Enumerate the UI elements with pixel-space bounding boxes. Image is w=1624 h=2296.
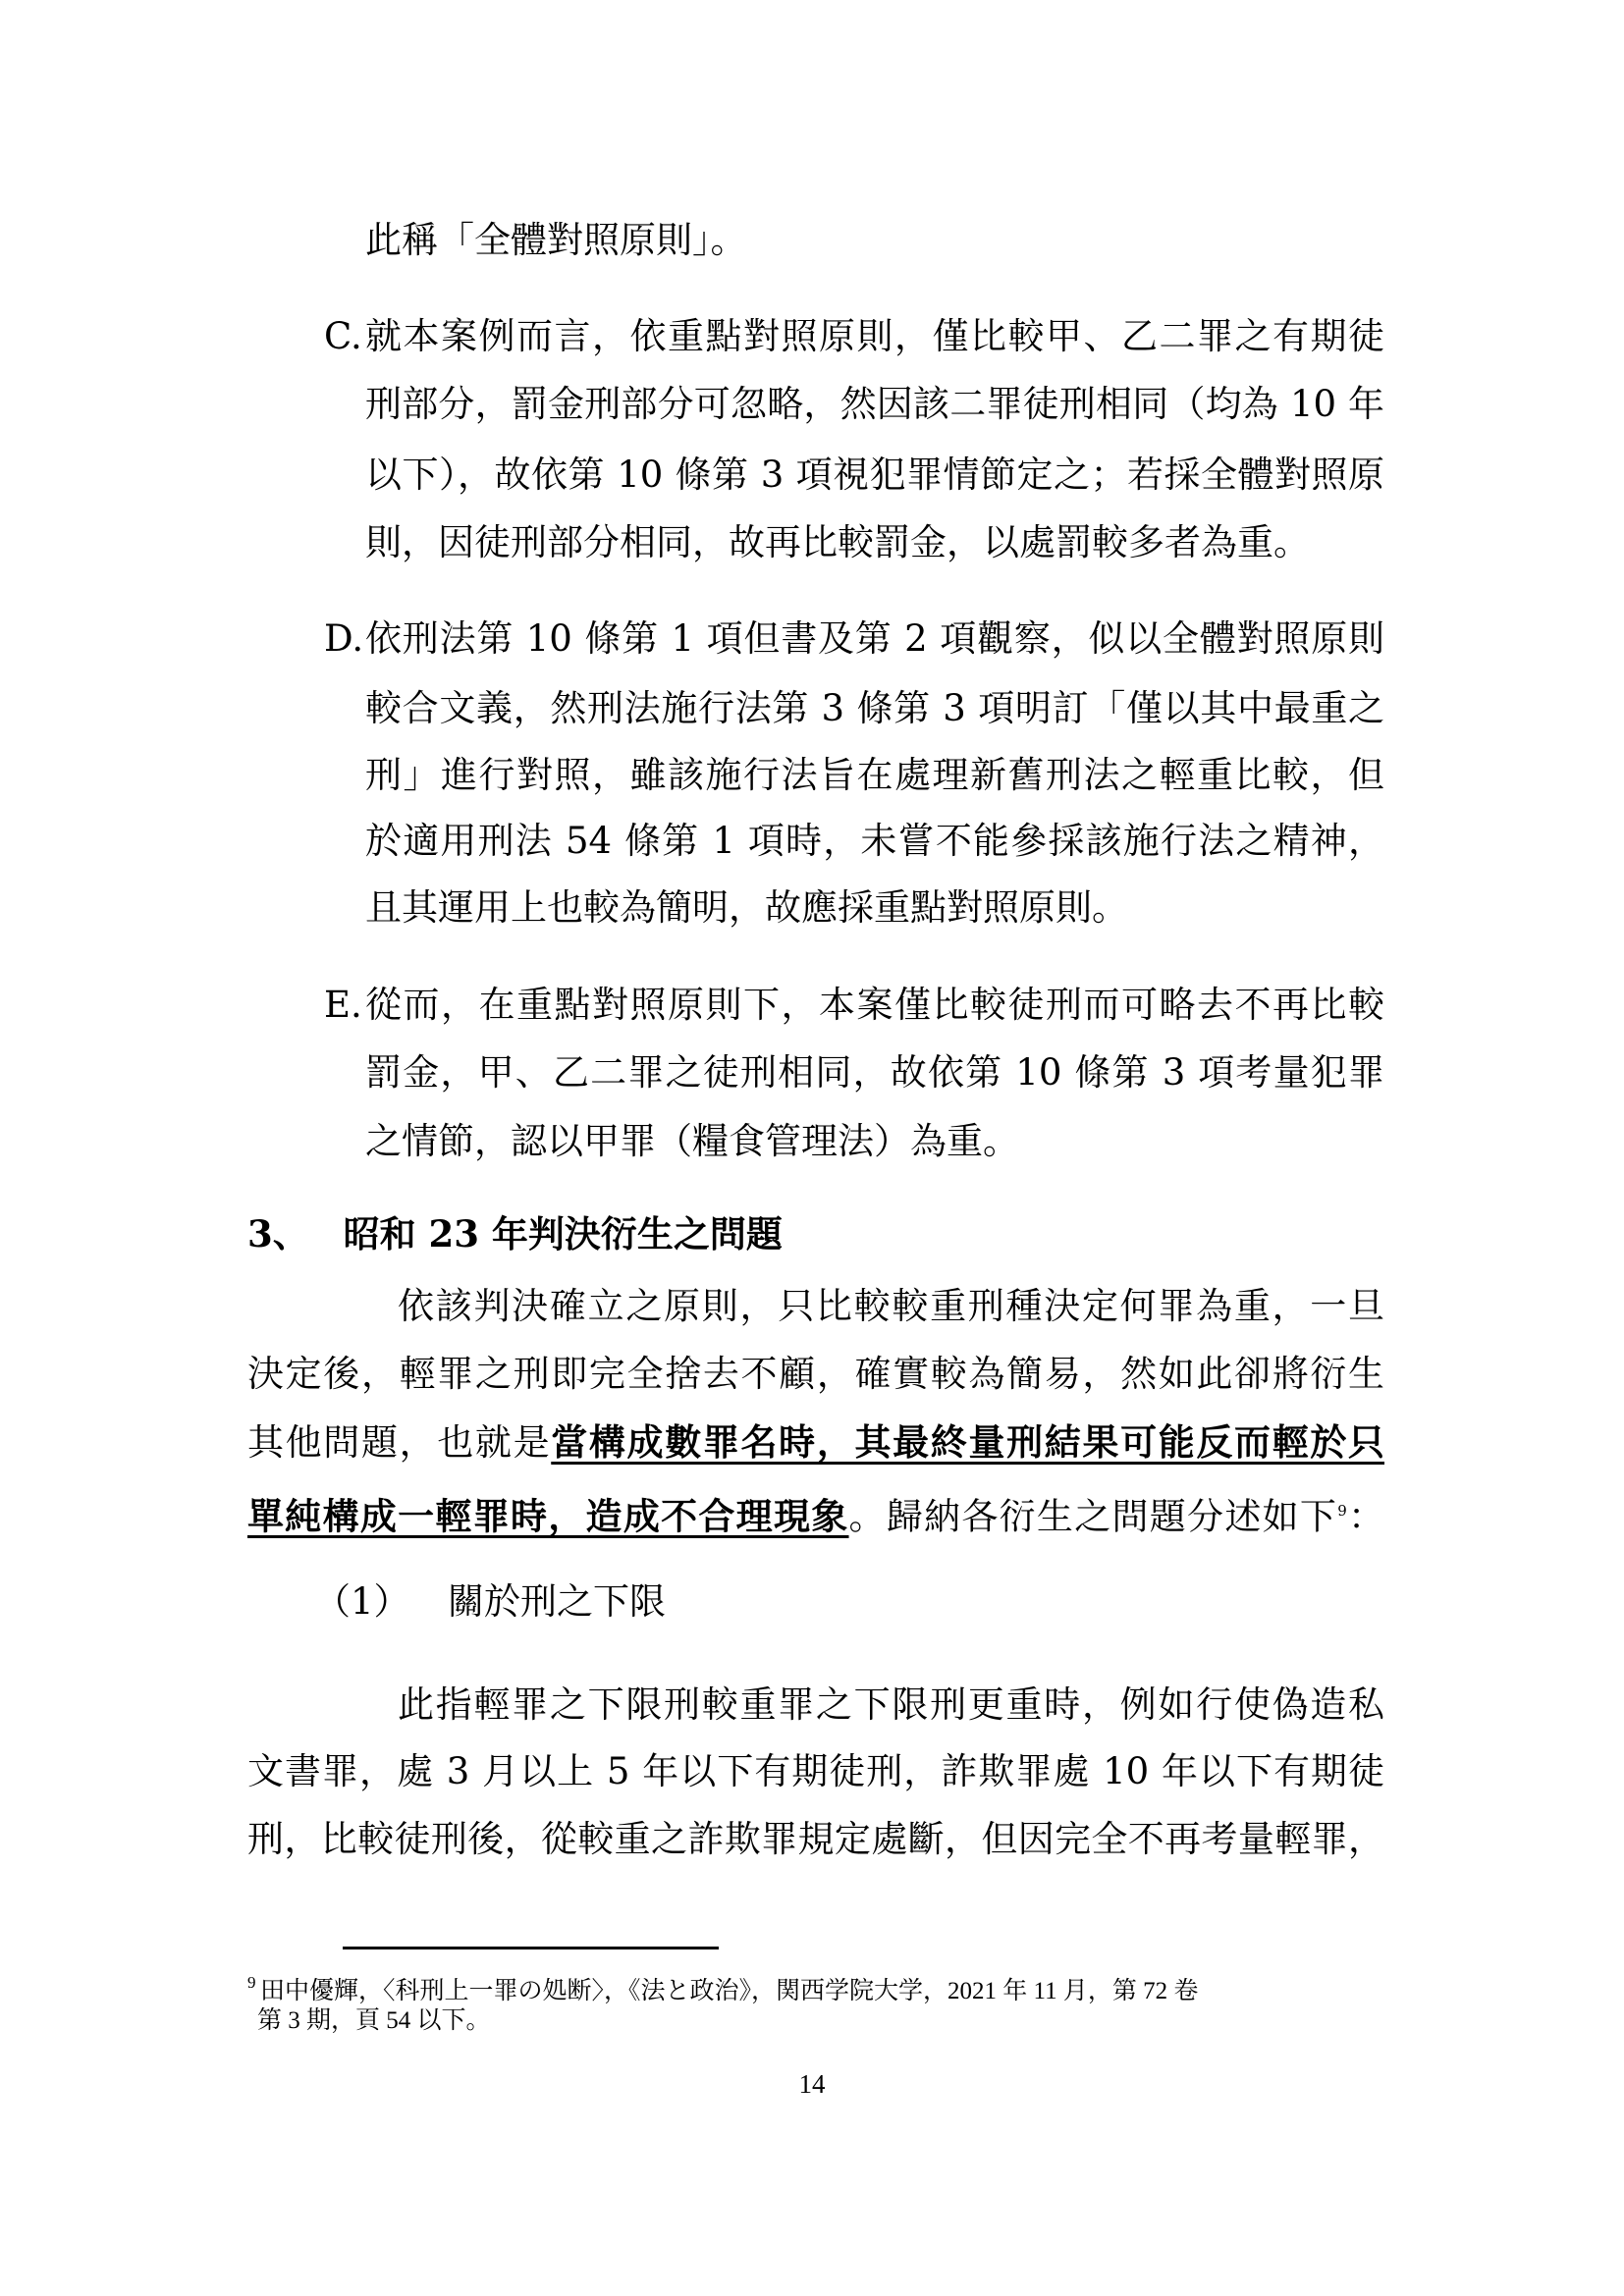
page-number: 14 [798, 2069, 826, 2099]
footnote-separator [343, 1947, 719, 1949]
item-d-line: 刑」進行對照，雖該施行法旨在處理新舊刑法之輕重比較，但 [365, 754, 1384, 796]
paragraph-line: 此指輕罪之下限刑較重罪之下限刑更重時，例如行使偽造私 [398, 1683, 1384, 1726]
paragraph-line: 刑，比較徒刑後，從較重之詐欺罪規定處斷，但因完全不再考量輕罪， [247, 1818, 1384, 1860]
item-d-line: 且其運用上也較為簡明，故應採重點對照原則。 [365, 886, 1128, 929]
paragraph-line [247, 1488, 1385, 1538]
item-d-line: 較合文義，然刑法施行法第 3 條第 3 項明訂「僅以其中最重之 [365, 687, 1384, 729]
item-c-marker: C. [324, 315, 362, 357]
item-c-text: 就本案例而言，依重點對照原則，僅比較甲、乙二罪之有期徒 [365, 315, 1384, 357]
item-d-line [324, 616, 1384, 662]
carry-over-line: 此稱「全體對照原則」。 [365, 219, 747, 261]
section-title: 昭和 23 年判決衍生之問題 [343, 1212, 783, 1255]
paragraph-line: 文書罪，處 3 月以上 5 年以下有期徒刑，詐欺罪處 10 年以下有期徒 [247, 1750, 1384, 1792]
paragraph-line: 依該判決確立之原則，只比較較重刑種決定何罪為重，一旦 [398, 1285, 1384, 1327]
footnote-number: 9 [247, 1973, 256, 1992]
item-e-line [324, 983, 1384, 1028]
plain-text: 。歸納各衍生之問題分述如下 [848, 1495, 1338, 1538]
item-e-marker: E. [324, 984, 362, 1026]
emphasized-text: 單純構成一輕罪時，造成不合理現象 [247, 1494, 849, 1538]
item-c-line [324, 314, 1384, 359]
plain-text: ： [1346, 1495, 1385, 1538]
item-c-line: 刑部分，罰金刑部分可忽略，然因該二罪徒刑相同（均為 10 年 [365, 383, 1384, 425]
item-d-marker: D. [324, 617, 364, 660]
item-c-line: 以下），故依第 10 條第 3 項視犯罪情節定之；若採全體對照原 [365, 454, 1384, 496]
item-e-text: 從而，在重點對照原則下，本案僅比較徒刑而可略去不再比較 [365, 984, 1384, 1026]
footnote-reference[interactable]: 9 [1337, 1502, 1347, 1520]
item-d-line: 於適用刑法 54 條第 1 項時，未嘗不能參採該施行法之精神， [365, 820, 1384, 862]
item-d-text: 依刑法第 10 條第 1 項但書及第 2 項觀察，似以全體對照原則 [365, 617, 1384, 660]
item-c-line: 則，因徒刑部分相同，故再比較罰金，以處罰較多者為重。 [365, 521, 1310, 563]
plain-text: 其他問題，也就是 [247, 1421, 552, 1464]
subsection-title: 關於刑之下限 [448, 1580, 666, 1623]
footnote-text: 第 3 期，頁 54 以下。 [257, 2007, 491, 2034]
item-e-line: 罰金，甲、乙二罪之徒刑相同，故依第 10 條第 3 項考量犯罪 [365, 1051, 1384, 1094]
section-number: 3、 [247, 1212, 309, 1255]
section-heading [247, 1211, 783, 1256]
footnote-text: 田中優輝，〈科刑上一罪の処断〉，《法と政治》，関西学院大学，2021 年 11 月，第 72 卷 [260, 1978, 1199, 2004]
paragraph-line: 決定後，輕罪之刑即完全捨去不顧，確實較為簡易，然如此卻將衍生 [247, 1353, 1384, 1395]
emphasized-text: 當構成數罪名時，其最終量刑結果可能反而輕於只 [551, 1420, 1385, 1464]
subsection-number: （1） [314, 1580, 410, 1623]
paragraph-line [247, 1419, 1384, 1465]
item-e-line: 之情節，認以甲罪（糧食管理法）為重。 [365, 1120, 1019, 1162]
